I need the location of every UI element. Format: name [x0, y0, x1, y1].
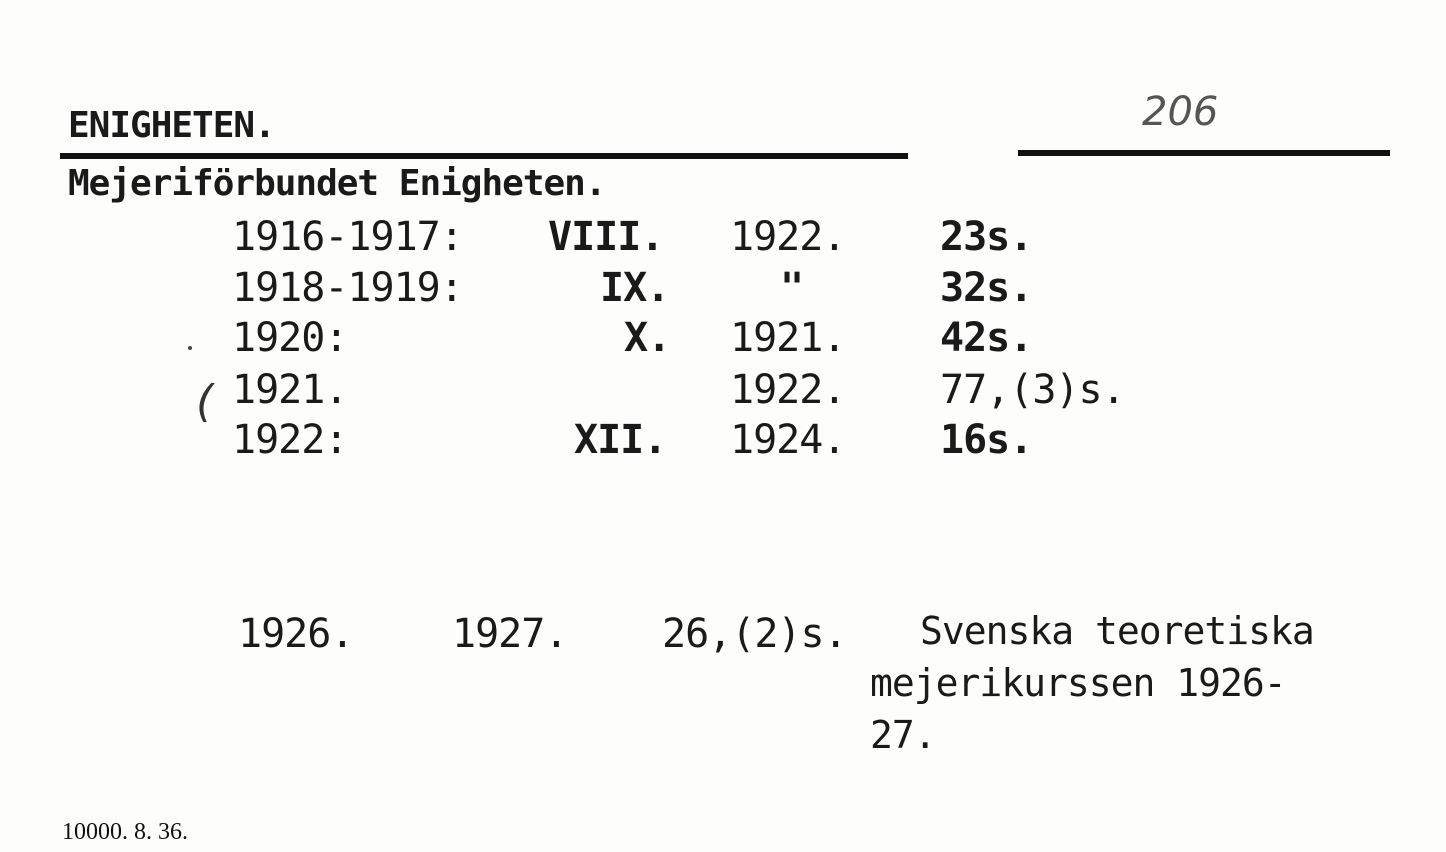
entry-years: 1921.	[232, 367, 348, 413]
extra-entry-note-line1: Svenska teoretiska	[920, 609, 1314, 653]
margin-bracket-mark: (	[196, 376, 214, 427]
entry-pages: 16s.	[940, 417, 1033, 463]
handwritten-call-number: 206	[1142, 89, 1219, 135]
entry-pages: 23s.	[940, 214, 1033, 260]
margin-tick-mark	[188, 346, 192, 350]
entry-volume: VIII.	[548, 214, 664, 260]
entry-years: 1918-1919:	[232, 265, 463, 311]
entry-years: 1922:	[232, 417, 348, 463]
heading-rule-right	[1018, 150, 1390, 156]
entry-published: 1924.	[730, 417, 846, 463]
entry-pages: 32s.	[940, 265, 1033, 311]
entry-published: 1922.	[730, 214, 846, 260]
entry-years: 1920:	[232, 315, 348, 361]
print-mark: 10000. 8. 36.	[62, 819, 188, 845]
entry-volume: IX.	[600, 265, 670, 311]
entry-volume: XII.	[574, 417, 667, 463]
extra-entry-note-line2: mejerikurssen 1926-	[870, 661, 1286, 705]
entry-years: 1916-1917:	[232, 214, 463, 260]
entry-pages: 42s.	[940, 315, 1033, 361]
entry-published: "	[780, 265, 804, 311]
extra-entry-year: 1926.	[238, 611, 354, 657]
entry-published: 1922.	[730, 367, 846, 413]
extra-entry-note-line3: 27.	[870, 713, 936, 757]
heading-rule-left	[60, 153, 908, 159]
entry-volume: X.	[624, 315, 671, 361]
card-heading: ENIGHETEN.	[68, 105, 275, 146]
entry-pages: 77,(3)s.	[940, 367, 1125, 413]
extra-entry-published: 1927.	[452, 611, 568, 657]
card-subtitle: Mejeriförbundet Enigheten.	[68, 163, 606, 204]
extra-entry-pages: 26,(2)s.	[662, 611, 847, 657]
entry-published: 1921.	[730, 315, 846, 361]
